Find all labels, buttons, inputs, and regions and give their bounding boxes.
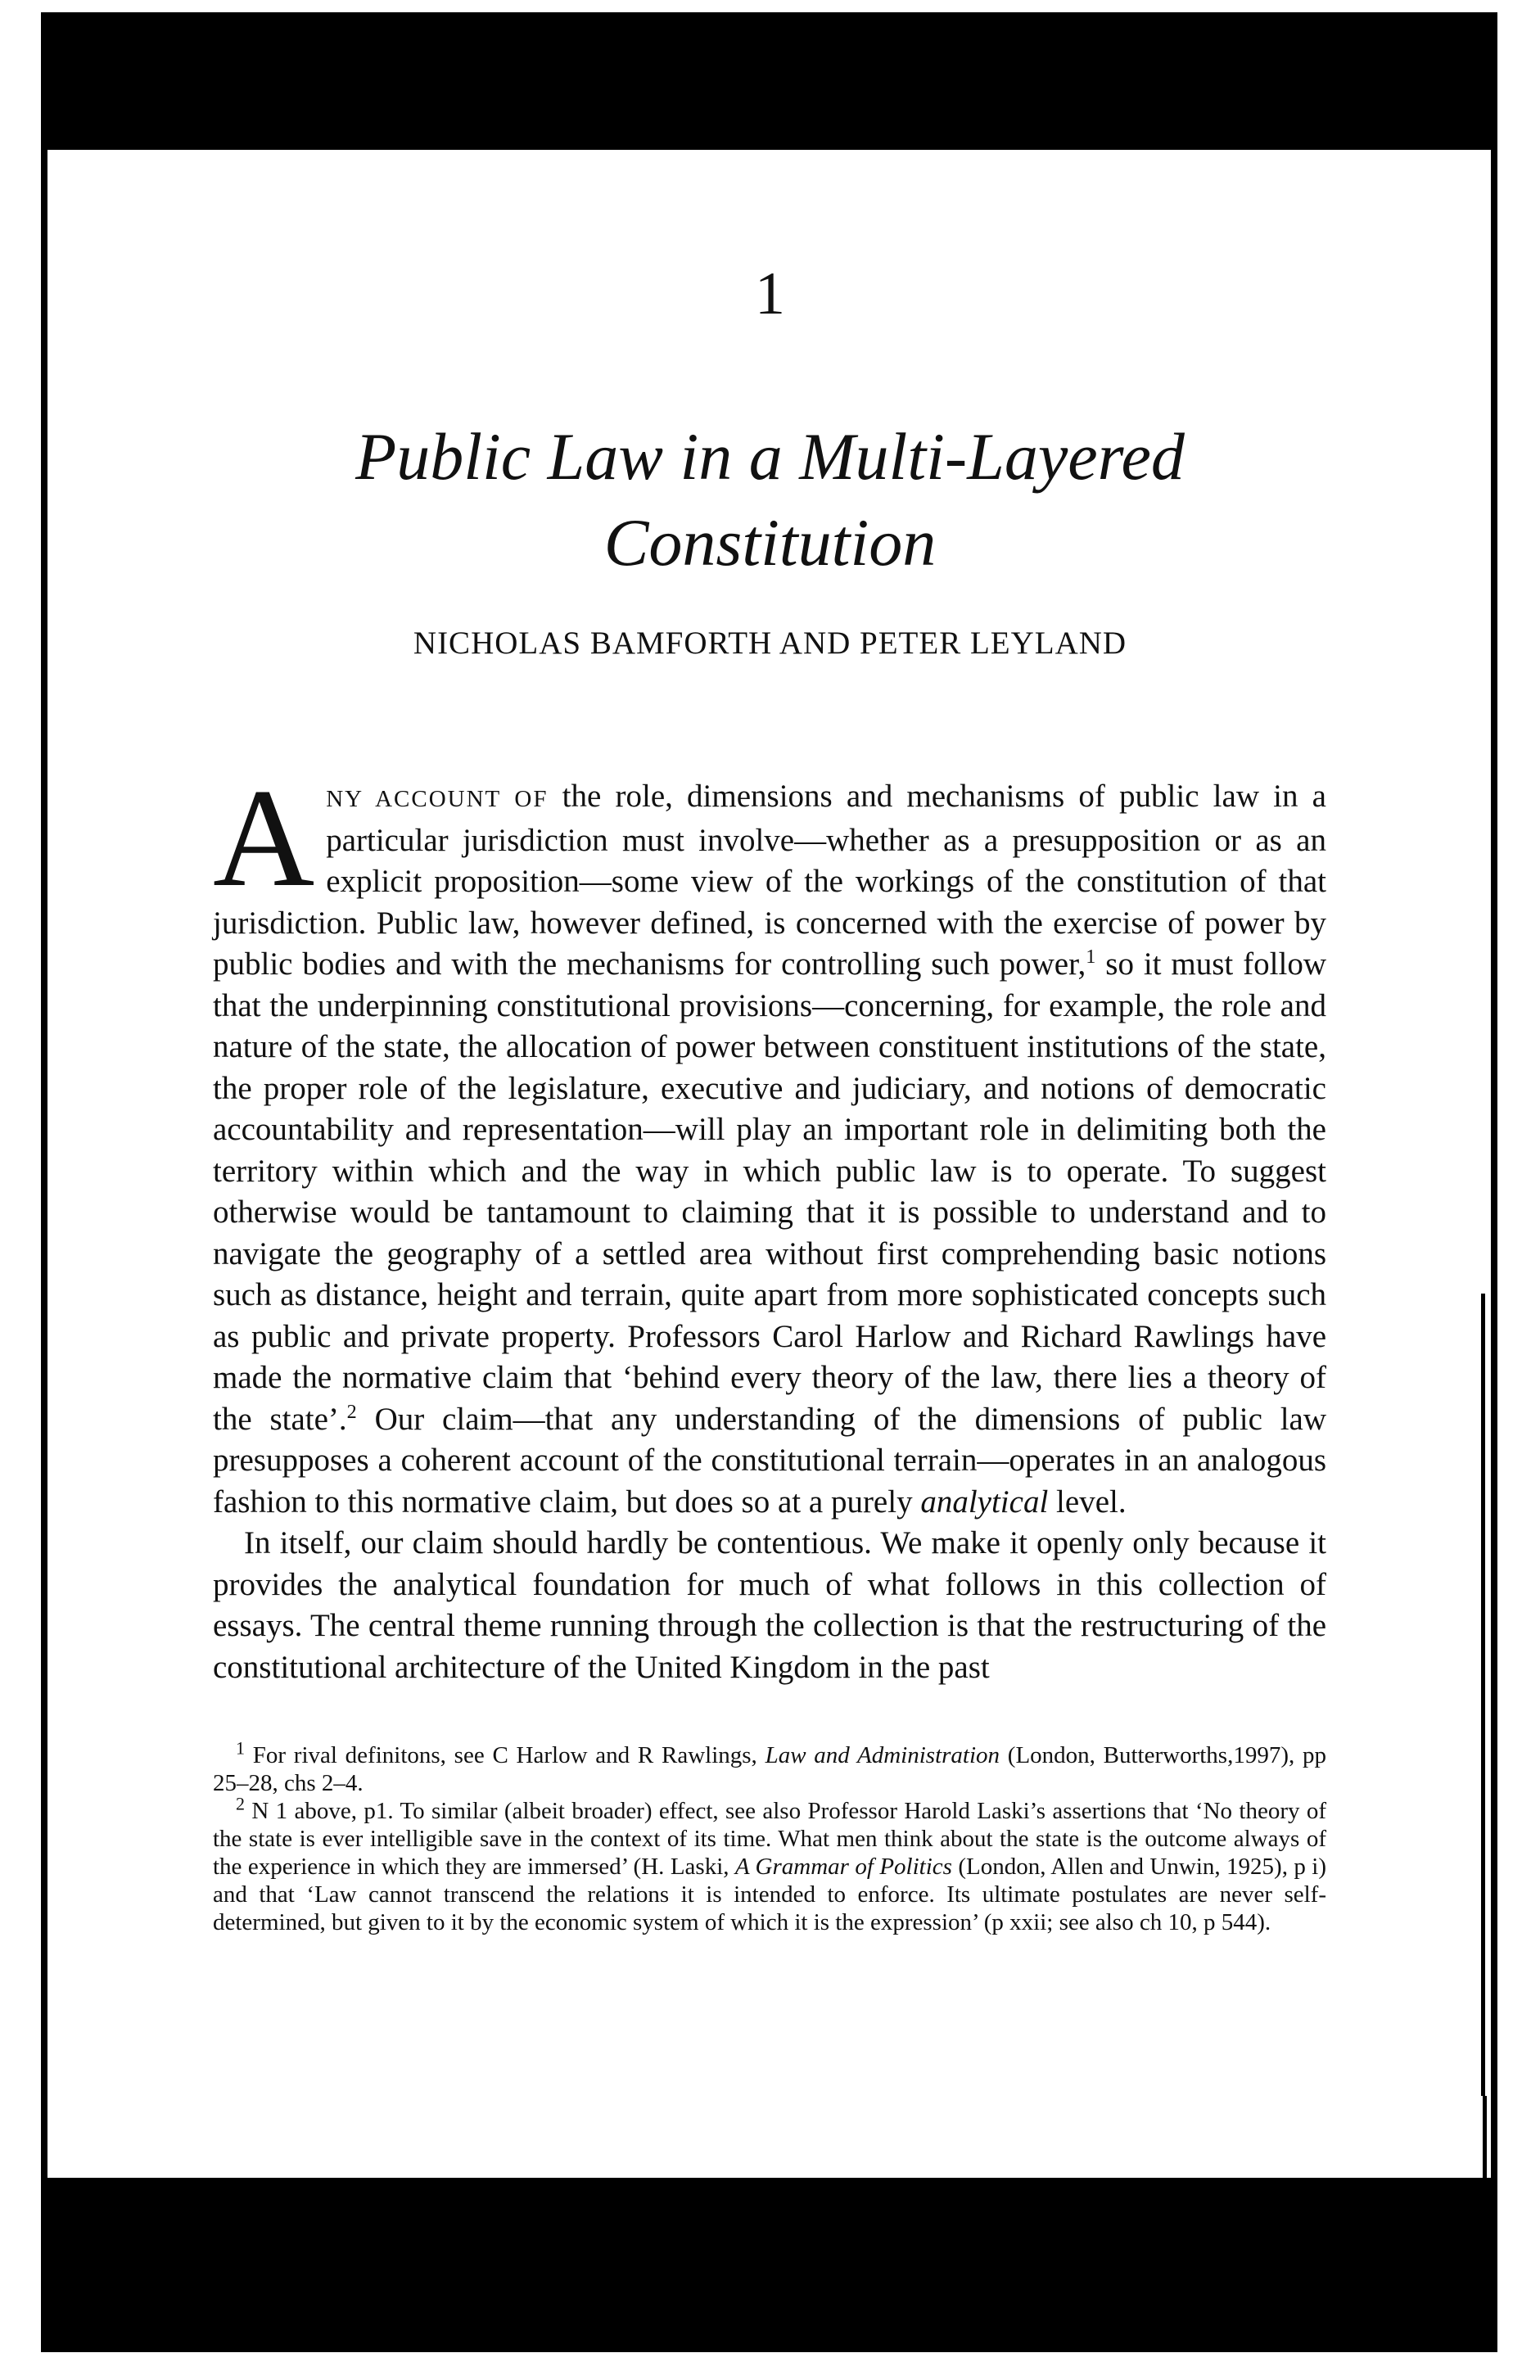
footnote-1-text-b: (London, Butterworths,1997), pp 25–28, chs 2–4. bbox=[213, 1742, 1326, 1796]
body-text bbox=[213, 761, 1326, 1688]
chapter-title bbox=[0, 413, 1540, 585]
footnotes bbox=[213, 1737, 1327, 1936]
footnote-1-number: 1 bbox=[236, 1737, 245, 1759]
footnote-1 bbox=[213, 1737, 1326, 1797]
footnote-2-text-a: N 1 above, p1. To similar (albeit broader) effect, see also Professor Harold Laski’s assertions that ‘No theory of the state is ever intelligible save in the context of its time. What men think about the state is the outcome always of the experience in which they are immersed’ (H. Laski, bbox=[213, 1798, 1326, 1880]
footnote-ref-1: 1 bbox=[1086, 946, 1096, 968]
footnote-2 bbox=[213, 1793, 1327, 1936]
paragraph-1 bbox=[213, 761, 1326, 1523]
paragraph-1-text-b: so it must follow that the underpinning constitutional provisions—concerning, for example, the role and nature of the state, the allocation of power between constituent institutions of the state, the proper role of the legislature, executive and judiciary, and notions of democratic accountability and representation—will play an important role in delimiting both the territory within which and the way in which public law is to operate. To suggest otherwise would be tantamount to claiming that it is possible to understand and to navigate the geography of a settled area without first comprehending basic notions such as distance, height and terrain, quite apart from more sophisticated concepts such as public and private property. Professors Carol Harlow and Richard Rawlings have made the normative claim that ‘behind every theory of the law, there lies a theory of the state’. bbox=[213, 946, 1326, 1437]
chapter-authors: NICHOLAS BAMFORTH AND PETER LEYLAND bbox=[413, 625, 1127, 661]
drop-cap: A bbox=[213, 761, 315, 916]
paragraph-2: In itself, our claim should hardly be contentious. We make it openly only because it provides the analytical foundation for much of what follows in this collection of essays. The central theme running through the collection is that the restructuring of the constitutional architecture of the United Kingdom in the past bbox=[213, 1525, 1326, 1685]
paragraph-1-italic: analytical bbox=[920, 1484, 1049, 1520]
right-edge-mark-lower bbox=[1483, 2096, 1487, 2194]
paragraph-1-text-c: Our claim—that any understanding of the dimensions of public law presupposes a coherent account of the constitutional terrain—operates in an analogous fashion to this normative claim, but does so at a purely bbox=[213, 1401, 1326, 1520]
footnote-1-text-a: For rival definitons, see C Harlow and R Rawlings, bbox=[245, 1742, 765, 1768]
chapter-number: 1 bbox=[755, 260, 785, 327]
footnote-2-number: 2 bbox=[236, 1793, 245, 1814]
footnote-2-italic: A Grammar of Politics bbox=[734, 1854, 952, 1880]
chapter-title-line-1: Public Law in a Multi-Layered bbox=[355, 419, 1185, 494]
chapter-title-line-2: Constitution bbox=[603, 505, 937, 580]
paragraph-1-text-d: level. bbox=[1048, 1484, 1127, 1520]
paragraph-1-text-a: the role, dimensions and mechanisms of public law in a particular jurisdiction must involve—whether as a presupposition or as an explicit proposition—some view of the workings of the constitution of that jurisdiction. Public law, however defined, is concerned with the exercise of power by public bodies and with the mechanisms for controlling such power, bbox=[213, 779, 1326, 982]
footnote-2-text-b: (London, Allen and Unwin, 1925), p i) and that ‘Law cannot transcend the relations it is intended to enforce. Its ultimate postulates are never self-determined, but given to it by the economic system of which it is the expression’ (p xxii; see also ch 10, p 544). bbox=[213, 1854, 1327, 1935]
right-edge-mark bbox=[1481, 1294, 1485, 2096]
footnote-ref-2: 2 bbox=[346, 1400, 357, 1423]
opening-small-caps: NY ACCOUNT OF bbox=[326, 786, 549, 812]
footnote-1-italic: Law and Administration bbox=[765, 1742, 1000, 1768]
